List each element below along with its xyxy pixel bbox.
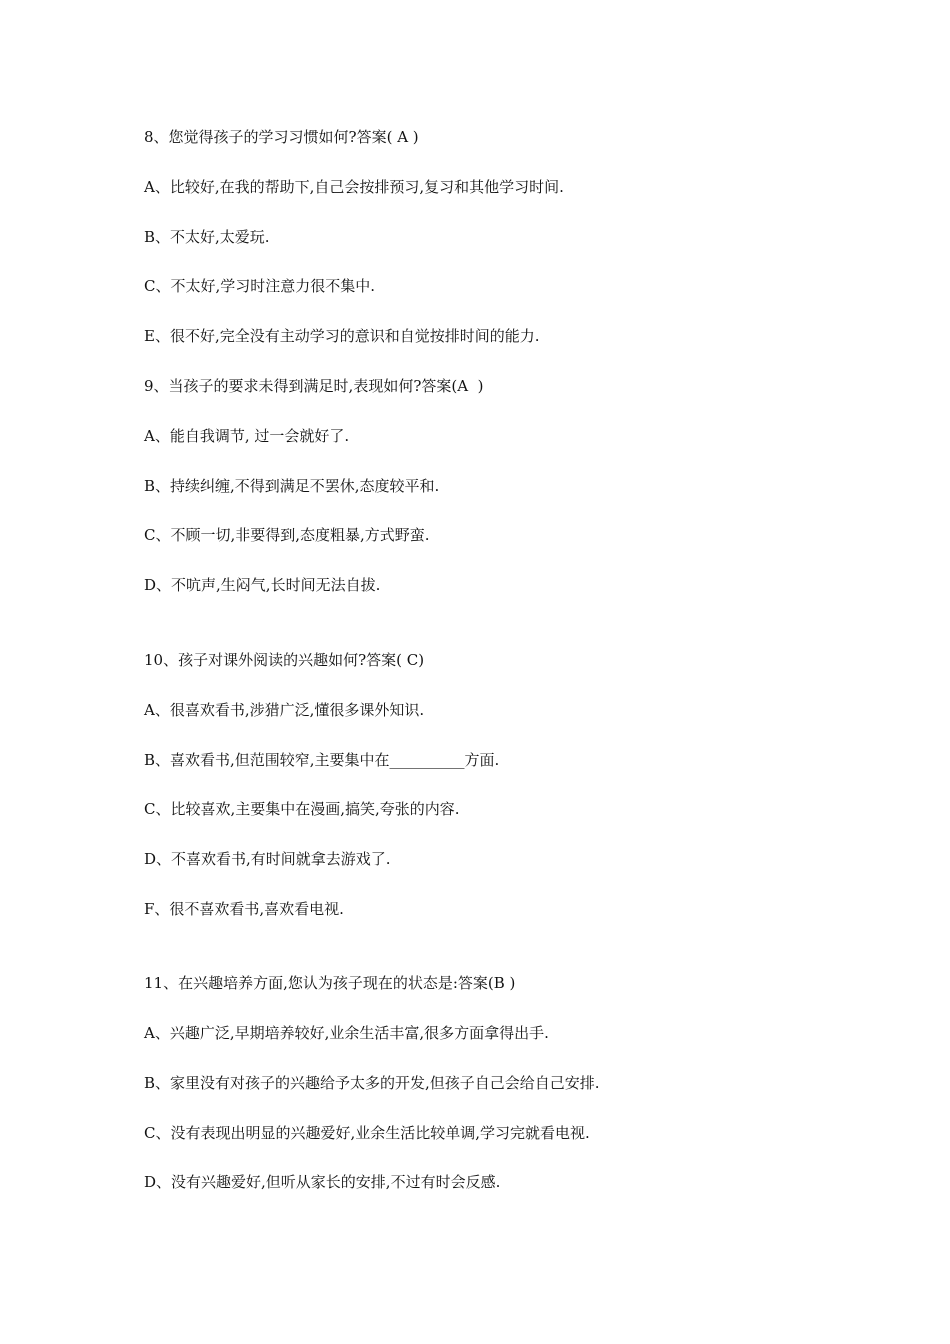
q10-option-c: C、比较喜欢,主要集中在漫画,搞笑,夸张的内容. (144, 800, 460, 818)
q9-option-b: B、持续纠缠,不得到满足不罢休,态度较平和. (144, 477, 440, 495)
q11-option-d: D、没有兴趣爱好,但听从家长的安排,不过有时会反感. (144, 1173, 501, 1191)
question-9: 9、当孩子的要求未得到满足时,表现如何?答案(A ) (144, 377, 484, 395)
q10-option-b: B、喜欢看书,但范围较窄,主要集中在__________方面. (144, 751, 500, 769)
question-8: 8、您觉得孩子的学习习惯如何?答案( A ) (144, 128, 419, 146)
question-11: 11、在兴趣培养方面,您认为孩子现在的状态是:答案(B ) (144, 974, 516, 992)
q11-option-c: C、没有表现出明显的兴趣爱好,业余生活比较单调,学习完就看电视. (144, 1124, 590, 1142)
q9-option-c: C、不顾一切,非要得到,态度粗暴,方式野蛮. (144, 526, 430, 544)
q10-option-d: D、不喜欢看书,有时间就拿去游戏了. (144, 850, 391, 868)
q10-option-a: A、很喜欢看书,涉猎广泛,懂很多课外知识. (144, 701, 425, 719)
q8-option-c: C、不太好,学习时注意力很不集中. (144, 277, 376, 295)
q8-option-a: A、比较好,在我的帮助下,自己会按排预习,复习和其他学习时间. (144, 178, 564, 196)
q9-option-a: A、能自我调节, 过一会就好了. (144, 427, 350, 445)
q11-option-b: B、家里没有对孩子的兴趣给予太多的开发,但孩子自己会给自己安排. (144, 1074, 600, 1092)
q8-option-b: B、不太好,太爱玩. (144, 228, 270, 246)
q11-option-a: A、兴趣广泛,早期培养较好,业余生活丰富,很多方面拿得出手. (144, 1024, 549, 1042)
q8-option-e: E、很不好,完全没有主动学习的意识和自觉按排时间的能力. (144, 327, 540, 345)
q9-option-d: D、不吭声,生闷气,长时间无法自拔. (144, 576, 381, 594)
q10-option-f: F、很不喜欢看书,喜欢看电视. (144, 900, 344, 918)
question-10: 10、孩子对课外阅读的兴趣如何?答案( C) (144, 651, 425, 669)
